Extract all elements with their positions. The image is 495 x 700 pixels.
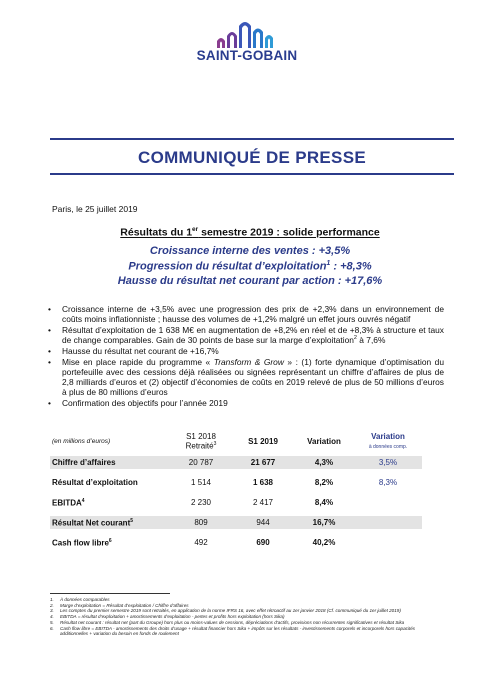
subhead-2-text-a: Progression du résultat d’exploitation <box>128 260 327 273</box>
cell-variation-comp: 3,5% <box>378 458 398 467</box>
cell-variation-comp: 8,3% <box>378 478 398 487</box>
cell-s1-2018: 492 <box>194 538 208 547</box>
key-figures-table <box>50 426 422 549</box>
footnote-number: 2. <box>50 602 54 608</box>
banner-bottom-rule <box>50 173 454 175</box>
col-s1-2018-label: S1 2018 <box>186 431 216 441</box>
col-header-variation: Variation <box>307 436 341 446</box>
highlight-item: • Croissance interne de +3,5% avec une progression des prix de +2,3% dans un environnement de coûts moins inflationniste ; hausse des volumes de +1,2% malgré un effet jours ouvrés négatif <box>48 304 444 324</box>
table-row <box>50 516 422 529</box>
table-row <box>50 476 422 489</box>
footnote-text: Marge d’exploitation = Résultat d’exploitation / Chiffre d’affaires <box>60 602 189 608</box>
row-label-sup: 4 <box>81 497 85 504</box>
row-label-text: Résultat Net courant <box>52 518 131 528</box>
highlight-sup: 2 <box>353 335 357 342</box>
table-row <box>50 456 422 469</box>
row-label-text: Cash flow libre <box>52 538 109 548</box>
highlight-text-a: Résultat d’exploitation de 1 638 M€ en augmentation de +8,2% en réel et de +8,3% à structure et taux de change comparables. Gain de 30 points de base sur la marge d’exploitation <box>62 324 444 346</box>
headline-text-a: Résultats du 1 <box>120 226 193 239</box>
footnote-number: 5. <box>50 619 54 625</box>
cell-s1-2019: 944 <box>256 518 270 527</box>
subhead-2-text-b: : +8,3% <box>330 260 372 273</box>
footnote-text: EBITDA = résultat d’exploitation + amortissements d’exploitation - pertes et profits hors exploitation (hors Sika) <box>60 614 285 620</box>
highlight-item <box>48 357 444 398</box>
footnote-number: 4. <box>50 614 54 620</box>
cell-s1-2019: 690 <box>256 538 270 547</box>
col-header-s1-2019: S1 2019 <box>248 436 278 446</box>
row-label <box>50 536 170 549</box>
cell-variation: 8,2% <box>314 478 334 487</box>
footnote-text: Cash flow libre = EBITDA - amortissements des droits d’usage + résultat financier hors Sika + impôts sur les résultats - investissements corporels et incorporels hors capacités additionnelles + variation du besoin en fonds de roulement <box>60 625 416 637</box>
highlights-list <box>48 304 444 409</box>
cell-s1-2018: 809 <box>194 518 208 527</box>
table-unit: (en millions d’euros) <box>52 437 111 445</box>
row-spacer <box>50 469 422 476</box>
release-date: Paris, le 25 juillet 2019 <box>52 204 138 214</box>
highlight-italic: Transform & Grow <box>213 356 284 367</box>
highlight-item: • Hausse du résultat net courant de +16,7% <box>48 346 444 356</box>
highlight-text-b: » : (1) forte dynamique d’optimisation du portefeuille avec des cessions déjà réalisées ou signées représentant un chiffre d’affaires de plus de 2,8 milliards d’euros et (2) objectif d’économies de coûts en 2019 relevé de plus de 50 millions d’euros à plus de 80 millions d’euros <box>62 356 444 398</box>
table-header-row <box>50 426 422 456</box>
cell-variation: 40,2% <box>312 538 336 547</box>
headline <box>40 226 460 239</box>
col-s1-2018-sub: Retraité <box>185 441 214 451</box>
row-label-text: EBITDA <box>52 498 82 508</box>
col-header-s1-2018 <box>170 426 232 456</box>
col-variation-comp-label: Variation <box>371 432 405 441</box>
highlight-text-b: à 7,6% <box>356 335 386 346</box>
subhead-sales-growth: Croissance interne des ventes : +3,5% <box>149 245 351 257</box>
footnote-number: 3. <box>50 608 54 614</box>
row-label <box>50 516 170 529</box>
cell-s1-2019: 21 677 <box>250 458 276 467</box>
cell-variation-comp <box>354 496 422 509</box>
row-spacer <box>50 509 422 516</box>
cell-variation-comp <box>354 536 422 549</box>
headline-text-b: semestre 2019 : solide performance <box>198 226 380 239</box>
table-row <box>50 496 422 509</box>
cell-variation: 8,4% <box>314 498 334 507</box>
row-label <box>50 496 170 509</box>
cell-variation: 16,7% <box>312 518 336 527</box>
cell-variation-comp <box>354 516 422 529</box>
col-variation-comp-sub: à données comp. <box>368 444 408 450</box>
footnote-text: Résultat net courant : résultat net (part du Groupe) hors plus ou moins-values de cessions, dépréciations d’actifs, provisions non récurrentes significatives et résultat Sika <box>60 619 405 625</box>
cell-s1-2018: 2 230 <box>190 498 212 507</box>
footnote-rule <box>50 593 170 594</box>
cell-variation: 4,3% <box>314 458 334 467</box>
subhead-operating-income <box>40 260 460 273</box>
subhead-net-income: Hausse du résultat net courant par action : +17,6% <box>117 275 383 287</box>
col-s1-2018-sup: 3 <box>213 440 217 447</box>
logo-wordmark: SAINT-GOBAIN <box>196 48 298 63</box>
subhead-2-sup: 1 <box>326 260 331 267</box>
highlight-item <box>48 325 444 345</box>
cell-s1-2018: 20 787 <box>188 458 214 467</box>
highlight-text-a: Mise en place rapide du programme « <box>62 356 214 367</box>
footnotes <box>50 597 430 637</box>
row-spacer <box>50 529 422 536</box>
row-label-sup: 5 <box>130 517 134 524</box>
highlight-item: • Confirmation des objectifs pour l’année 2019 <box>48 398 444 408</box>
press-release-title: COMMUNIQUÉ DE PRESSE <box>138 148 366 167</box>
banner-top-rule <box>50 138 454 140</box>
footnote-text: Les comptes du premier semestre 2019 sont retraités, en application de la norme IFRS 16, avec effet rétroactif au 1er janvier 2018 (Cf. communiqué du 1er juillet 2019) <box>60 608 401 614</box>
cell-s1-2018: 1 514 <box>190 478 212 487</box>
cell-s1-2019: 1 638 <box>252 478 274 487</box>
row-label-sup: 6 <box>108 537 112 544</box>
col-header-variation-comp <box>354 426 422 456</box>
footnote-number: 1. <box>50 597 54 602</box>
footnote <box>50 626 430 637</box>
table-row <box>50 536 422 549</box>
row-label: Chiffre d’affaires <box>52 458 116 467</box>
footnote-number: 6. <box>50 625 54 631</box>
headline-sup: er <box>192 226 199 233</box>
row-label: Résultat d’exploitation <box>52 478 138 487</box>
row-spacer <box>50 489 422 496</box>
cell-s1-2019: 2 417 <box>252 498 274 507</box>
footnote-text: À données comparables <box>60 597 110 602</box>
